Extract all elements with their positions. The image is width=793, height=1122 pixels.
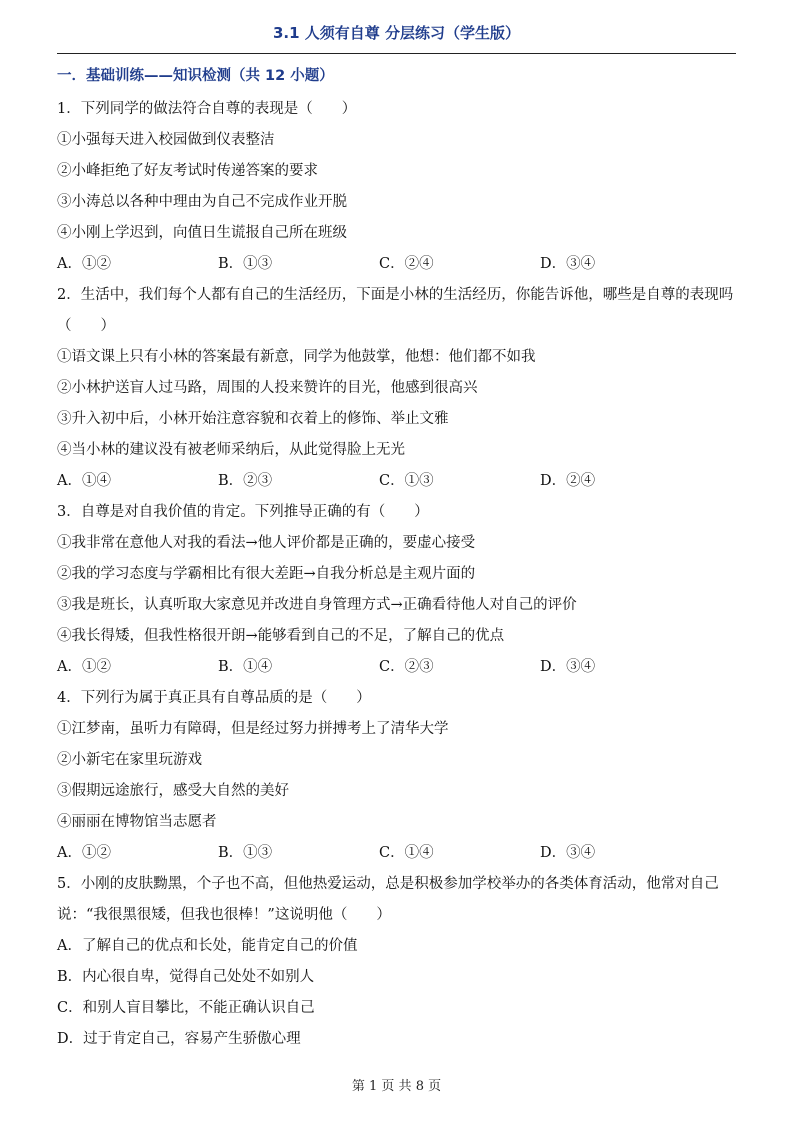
statement-item: ④当小林的建议没有被老师采纳后，从此觉得脸上无光	[57, 442, 405, 458]
statement-item: ④丽丽在博物馆当志愿者	[57, 814, 217, 830]
option-d: D．②④	[540, 473, 596, 489]
statement-item: ①语文课上只有小林的答案最有新意，同学为他鼓掌，他想：他们都不如我	[57, 349, 536, 365]
statement-item: ②小峰拒绝了好友考试时传递答案的要求	[57, 163, 318, 179]
statement-item: ④小刚上学迟到，向值日生谎报自己所在班级	[57, 225, 347, 241]
statement-item: ④我长得矮，但我性格很开朗→能够看到自己的不足，了解自己的优点	[57, 628, 505, 644]
page-number: 第 1 页 共 8 页	[351, 1079, 442, 1094]
option-b: B．①③	[218, 845, 273, 861]
option-d: D．③④	[540, 256, 596, 272]
statement-item: ②小林护送盲人过马路，周围的人投来赞许的目光，他感到很高兴	[57, 380, 478, 396]
statement-item: ①我非常在意他人对我的看法→他人评价都是正确的，要虚心接受	[57, 535, 476, 551]
option-a: A．了解自己的优点和长处，能肯定自己的价值	[57, 938, 358, 954]
answer-options	[57, 466, 737, 497]
question-3	[57, 497, 737, 683]
option-c: C．①③	[379, 473, 434, 489]
document-title: 3.1 人须有自尊 分层练习（学生版）	[272, 24, 521, 42]
option-d: D．③④	[540, 845, 596, 861]
statement-item: ①小强每天进入校园做到仪表整洁	[57, 132, 275, 148]
answer-options	[57, 652, 737, 683]
question-2	[57, 280, 737, 497]
statement-item: ③我是班长，认真听取大家意见并改进自身管理方式→正确看待他人对自己的评价	[57, 597, 577, 613]
header-divider	[57, 53, 736, 54]
answer-options	[57, 838, 737, 869]
option-c: C．和别人盲目攀比，不能正确认识自己	[57, 1000, 315, 1016]
option-a: A．①②	[57, 659, 111, 675]
option-c: C．②③	[379, 659, 434, 675]
question-stem: 1．下列同学的做法符合自尊的表现是（ ）	[57, 101, 357, 117]
question-4	[57, 683, 737, 869]
statement-item: ①江梦南，虽听力有障碍，但是经过努力拼搏考上了清华大学	[57, 721, 449, 737]
statement-item: ②我的学习态度与学霸相比有很大差距→自我分析总是主观片面的	[57, 566, 476, 582]
question-stem: 2．生活中，我们每个人都有自己的生活经历，下面是小林的生活经历，你能告诉他，哪些是自尊的表现吗（ ）	[57, 287, 734, 334]
answer-options	[57, 249, 737, 280]
question-stem: 5．小刚的皮肤黝黑，个子也不高，但他热爱运动，总是积极参加学校举办的各类体育活动，他常对自己说：“我很黑很矮，但我也很棒！”这说明他（ ）	[57, 876, 719, 923]
question-5	[57, 869, 737, 1055]
option-c: C．②④	[379, 256, 434, 272]
statement-item: ③小涛总以各种中理由为自己不完成作业开脱	[57, 194, 347, 210]
statement-item: ③升入初中后，小林开始注意容貌和衣着上的修饰、举止文雅	[57, 411, 449, 427]
option-d: D．③④	[540, 659, 596, 675]
question-stem: 3．自尊是对自我价值的肯定。下列推导正确的有（ ）	[57, 504, 429, 520]
option-c: C．①④	[379, 845, 434, 861]
question-stem: 4．下列行为属于真正具有自尊品质的是（ ）	[57, 690, 371, 706]
option-b: B．内心很自卑，觉得自己处处不如别人	[57, 969, 315, 985]
option-b: B．①④	[218, 659, 273, 675]
option-a: A．①④	[57, 473, 111, 489]
option-b: B．①③	[218, 256, 273, 272]
option-d: D．过于肯定自己，容易产生骄傲心理	[57, 1031, 301, 1047]
option-b: B．②③	[218, 473, 273, 489]
statement-item: ③假期远途旅行，感受大自然的美好	[57, 783, 289, 799]
option-a: A．①②	[57, 845, 111, 861]
statement-item: ②小新宅在家里玩游戏	[57, 752, 202, 768]
option-a: A．①②	[57, 256, 111, 272]
question-1	[57, 94, 737, 280]
question-list	[57, 94, 737, 1055]
section-heading: 一．基础训练——知识检测（共 12 小题）	[57, 68, 334, 84]
